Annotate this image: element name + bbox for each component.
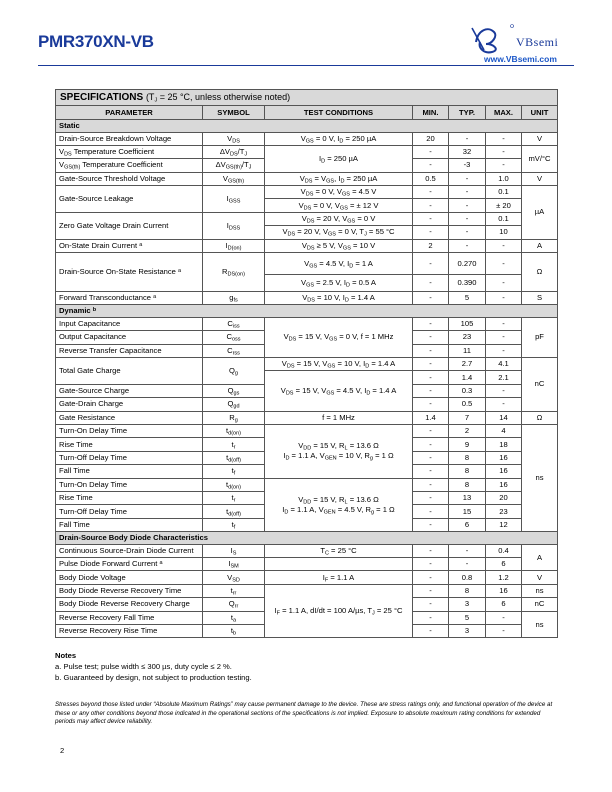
notes [55, 650, 252, 683]
table-row: Continuous Source-Drain Diode Current $I_S$ $T_C = 25$ °C - - 0.4 A [56, 544, 558, 557]
table-row: Total Gate Charge $Q_g$ $V_{DS} = 15$ V, $V_{GS} = 10$ V, $I_D = 1.4$ A - 2.7 4.1 nC [56, 358, 558, 371]
table-row: Pulse Diode Forward Current $^a$ $I_{SM}$ - - 6 [56, 558, 558, 571]
col-max: MAX. [486, 106, 522, 120]
table-row: Gate-Source Threshold Voltage $V_{GS(th)}$ $V_{DS} = V_{GS}$, $I_D = 250$ µA 0.5 - 1.0 V [56, 172, 558, 185]
col-min: MIN. [413, 106, 449, 120]
header-rule [38, 65, 574, 66]
table-row: $V_{DS} = 15$ V, $V_{GS} = 4.5$ V, $I_D = 1.4$ A - 1.4 2.1 [56, 371, 558, 384]
table-row: Gate Resistance $R_g$ f = 1 MHz 1.4 7 14 Ω [56, 411, 558, 424]
table-row: Rise Time $t_r$ - 13 20 [56, 491, 558, 504]
table-row: $V_{DS} = 0$ V, $V_{GS}$ = ± 12 V - - ± 20 [56, 199, 558, 212]
page-number: 2 [60, 746, 65, 755]
table-row: Turn-On Delay Time $t_{d(on)}$ $V_{DD} = 15$ V, $R_L = 13.6$ Ω $I_D = 1.1$ A, $V_{GEN} = 10$ V, $R_g = 1$ Ω - 2 4 ns [56, 425, 558, 438]
table-row: Input Capacitance $C_{iss}$ $V_{DS} = 15$ V, $V_{GS} = 0$ V, f = 1 MHz - 105 - pF [56, 317, 558, 330]
logo-text: VBsemi [516, 35, 559, 49]
col-unit: UNIT [522, 106, 558, 120]
table-row: Reverse Transfer Capacitance $C_{rss}$ - 11 - [56, 344, 558, 357]
stress-disclaimer: Stresses beyond those listed under “Absolute Maximum Ratings” may cause permanent damage to the device. These are stress ratings only, and functional operation of the device at these or any other conditions beyond those indicated in the operational sections of the specifications is not implied. Exposure to absolute maximum rating conditions for extended periods may affect device reliability. [55, 701, 553, 726]
table-row: Rise Time $t_r$ - 9 18 [56, 438, 558, 451]
table-row: Fall Time $t_f$ - 6 12 [56, 518, 558, 531]
table-row: $V_{DS} = 20$ V, $V_{GS} = 0$ V, $T_J = 55$ °C - - 10 [56, 226, 558, 239]
table-row: Turn-Off Delay Time $t_{d(off)}$ - 8 16 [56, 451, 558, 464]
col-typ: TYP. [449, 106, 486, 120]
specifications-table-wrapper [55, 89, 557, 638]
table-row: $V_{GS} = 2.5$ V, $I_D = 0.5$ A - 0.390 - [56, 275, 558, 292]
section-static: Static [56, 120, 558, 133]
notes-heading: Notes [55, 651, 77, 660]
specifications-table [55, 89, 558, 638]
table-row: Forward Transconductance $^a$ $g_{fs}$ $V_{DS} = 10$ V, $I_D = 1.4$ A - 5 - S [56, 292, 558, 305]
table-title-row [56, 90, 558, 106]
note-b: b. Guaranteed by design, not subject to production testing. [55, 673, 252, 682]
table-row: Gate-Source Charge $Q_{gs}$ - 0.3 - [56, 384, 558, 397]
part-number-title: PMR370XN-VB [38, 32, 154, 51]
table-row: Body Diode Voltage $V_{SD}$ $I_F = 1.1$ A - 0.8 1.2 V [56, 571, 558, 584]
table-row: Drain-Source On-State Resistance $^a$ $R_{DS(on)}$ $V_{GS} = 4.5$ V, $I_D = 1$ A - 0.270 - Ω [56, 253, 558, 275]
table-row: On-State Drain Current $^a$ $I_{D(on)}$ $V_{DS} \ge 5$ V, $V_{GS} = 10$ V 2 - - A [56, 239, 558, 252]
table-row: Gate-Drain Charge $Q_{gd}$ - 0.5 - [56, 398, 558, 411]
table-row: Turn-On Delay Time $t_{d(on)}$ $V_{DD} = 15$ V, $R_L = 13.6$ Ω $I_D = 1.1$ A, $V_{GEN} = 4.5$ V, $R_g = 1$ Ω - 8 16 [56, 478, 558, 491]
col-parameter: PARAMETER [56, 106, 203, 120]
table-row: Reverse Recovery Rise Time $t_b$ - 3 - [56, 625, 558, 638]
table-title: SPECIFICATIONS ($T_J = 25$ °C, unless otherwise noted) [56, 90, 558, 106]
table-row: Zero Gate Voltage Drain Current $I_{DSS}$ $V_{DS} = 20$ V, $V_{GS} = 0$ V - - 0.1 [56, 212, 558, 225]
table-row: Drain-Source Breakdown Voltage $V_{DS}$ $V_{GS} = 0$ V, $I_D = 250$ µA 20 - - V [56, 132, 558, 145]
table-row: Turn-Off Delay Time $t_{d(off)}$ - 15 23 [56, 505, 558, 518]
table-row: $V_{DS}$ Temperature Coefficient $\Delta V_{DS}/T_J$ $I_D = 250$ µA - 32 - mV/°C [56, 145, 558, 158]
col-test-conditions: TEST CONDITIONS [265, 106, 413, 120]
table-row: Output Capacitance $C_{oss}$ - 23 - [56, 331, 558, 344]
website-url[interactable]: www.VBsemi.com [484, 54, 557, 64]
table-row: Gate-Source Leakage $I_{GSS}$ $V_{DS} = 0$ V, $V_{GS} = 4.5$ V - - 0.1 µA [56, 186, 558, 199]
column-header-row [56, 106, 558, 120]
table-row: Fall Time $t_f$ - 8 16 [56, 465, 558, 478]
col-symbol: SYMBOL [203, 106, 265, 120]
section-body-diode: Drain-Source Body Diode Characteristics [56, 532, 558, 545]
note-a: a. Pulse test; pulse width ≤ 300 µs, duty cycle ≤ 2 %. [55, 662, 232, 671]
table-row: Body Diode Reverse Recovery Charge $Q_{rr}$ - 3 6 nC [56, 598, 558, 611]
section-dynamic: Dynamic $^b$ [56, 305, 558, 318]
table-row: $V_{GS(th)}$ Temperature Coefficient $\Delta V_{GS(th)}/T_J$ - -3 - [56, 159, 558, 172]
table-row: Body Diode Reverse Recovery Time $t_{rr}$ $I_F = 1.1$ A, dI/dt = 100 A/µs, $T_J = 25$ °C - 8 16 ns [56, 584, 558, 597]
table-row: Reverse Recovery Fall Time $t_a$ - 5 - ns [56, 611, 558, 624]
